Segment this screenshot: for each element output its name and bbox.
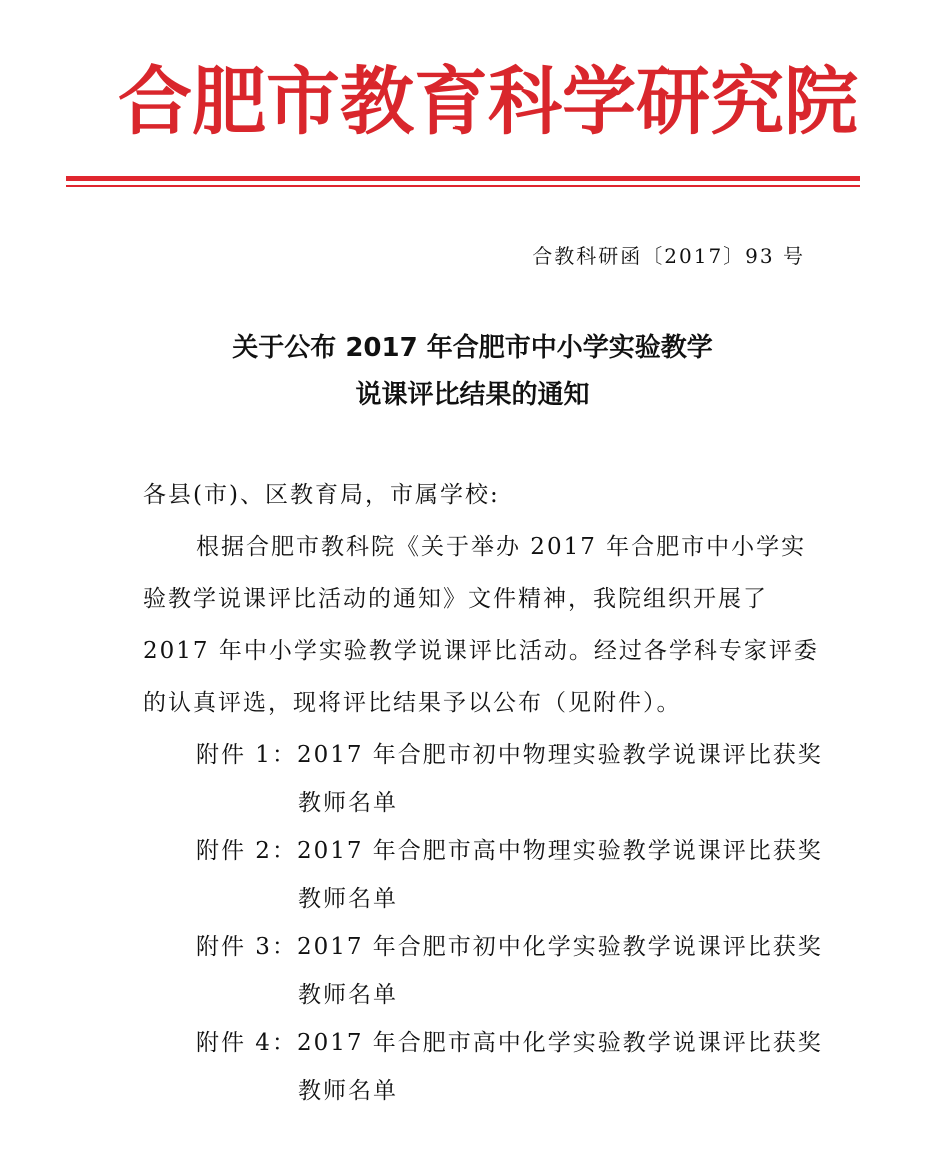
attachment-4: 附件 4：2017 年合肥市高中化学实验教学说课评比获奖 xyxy=(196,1030,823,1056)
attachment-3: 附件 3：2017 年合肥市初中化学实验教学说课评比获奖 xyxy=(196,934,823,960)
body-paragraph-line: 的认真评选，现将评比结果予以公布（见附件）。 xyxy=(143,690,682,716)
salutation: 各县(市)、区教育局，市属学校: xyxy=(143,482,500,508)
letterhead-char: 市 xyxy=(266,59,340,145)
letterhead-char: 肥 xyxy=(192,59,266,145)
letterhead-char: 育 xyxy=(414,59,488,145)
attachment-1-continued: 教师名单 xyxy=(298,790,398,816)
letterhead-char: 教 xyxy=(340,59,414,145)
letterhead-char: 科 xyxy=(488,59,562,145)
letterhead-red-rule xyxy=(66,176,860,181)
letterhead-char: 研 xyxy=(636,59,710,145)
body-paragraph-line: 2017 年中小学实验教学说课评比活动。经过各学科专家评委 xyxy=(143,638,819,664)
attachment-4-continued: 教师名单 xyxy=(298,1078,398,1104)
attachment-1: 附件 1：2017 年合肥市初中物理实验教学说课评比获奖 xyxy=(196,742,823,768)
document-number: 合教科研函〔2017〕93 号 xyxy=(532,244,805,268)
notice-title-line-2: 说课评比结果的通知 xyxy=(355,380,590,410)
notice-title-line-1: 关于公布 2017 年合肥市中小学实验教学 xyxy=(232,333,713,363)
letterhead-title xyxy=(118,52,858,152)
letterhead-char: 学 xyxy=(562,59,636,145)
attachment-3-continued: 教师名单 xyxy=(298,982,398,1008)
letterhead-char: 院 xyxy=(784,59,858,145)
attachment-2: 附件 2：2017 年合肥市高中物理实验教学说课评比获奖 xyxy=(196,838,823,864)
letterhead-red-rule-thin xyxy=(66,185,860,187)
letterhead-char: 合 xyxy=(118,59,192,145)
letterhead-char: 究 xyxy=(710,59,784,145)
attachment-2-continued: 教师名单 xyxy=(298,886,398,912)
body-paragraph-line: 根据合肥市教科院《关于举办 2017 年合肥市中小学实 xyxy=(196,534,807,560)
body-paragraph-line: 验教学说课评比活动的通知》文件精神，我院组织开展了 xyxy=(143,586,768,612)
